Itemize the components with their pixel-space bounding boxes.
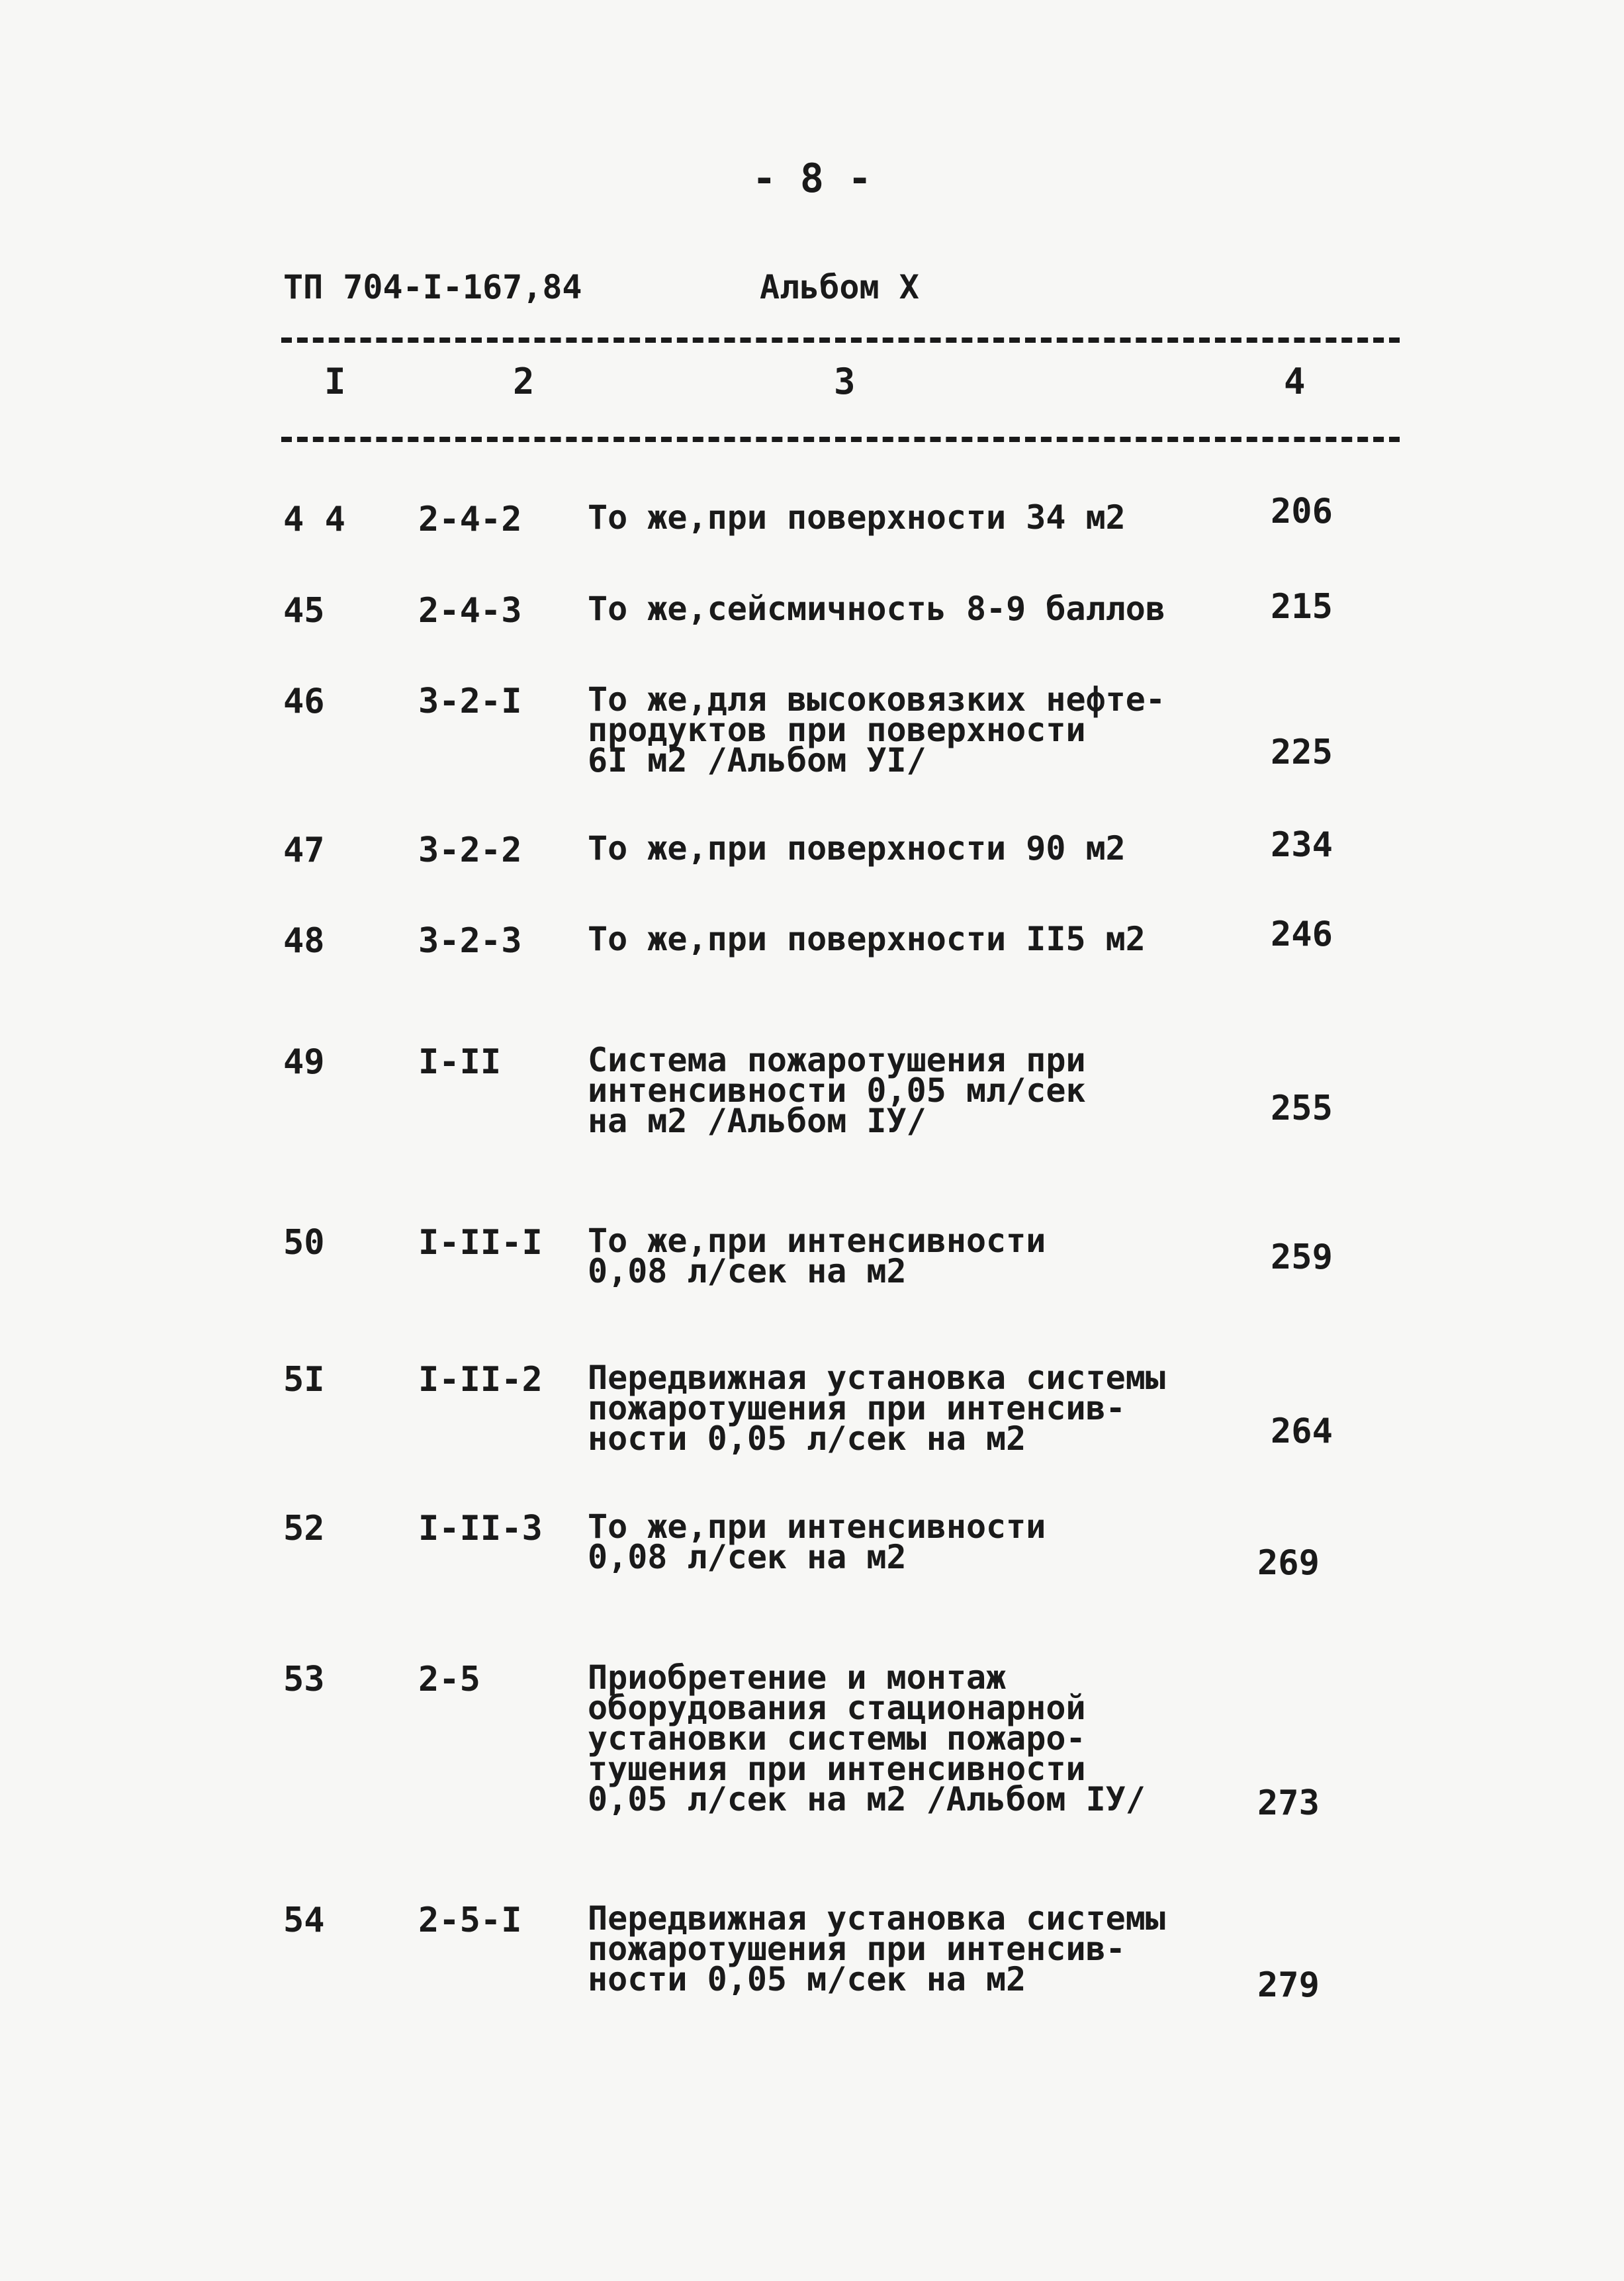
row-number: 49 (283, 1042, 325, 1082)
row-number: 48 (283, 921, 325, 961)
row-code: 2-5-I (418, 1901, 522, 1940)
row-page: 255 (1271, 1089, 1333, 1128)
column-header-3: 3 (834, 361, 856, 402)
row-number: 4 4 (283, 500, 345, 539)
row-page: 206 (1271, 492, 1333, 531)
column-header-1: I (324, 361, 346, 402)
row-code: I-II (418, 1042, 502, 1082)
row-number: 46 (283, 682, 325, 721)
row-number: 47 (283, 830, 325, 870)
row-page: 215 (1271, 587, 1333, 627)
row-code: 3-2-3 (418, 921, 522, 961)
row-description: То же,сейсмичность 8-9 баллов (588, 590, 1165, 628)
row-page: 246 (1271, 915, 1333, 954)
row-description: То же,при интенсивности 0,08 л/сек на м2 (588, 1222, 1046, 1290)
row-code: 3-2-2 (418, 830, 522, 870)
row-description: Приобретение и монтаж оборудования стационарной установки системы пожаро- тушения при интенсивности 0,05 л/сек на м2 /Альбом IУ/ (588, 1658, 1146, 1818)
column-header-4: 4 (1284, 361, 1306, 402)
row-page: 279 (1257, 1965, 1320, 2005)
row-code: I-II-2 (418, 1360, 543, 1400)
row-description: То же,при поверхности II5 м2 (588, 920, 1146, 958)
row-number: 54 (283, 1901, 325, 1940)
row-number: 53 (283, 1660, 325, 1699)
row-description: Передвижная установка системы пожаротушения при интенсив- ности 0,05 м/сек на м2 (588, 1899, 1165, 1998)
row-number: 5I (283, 1360, 325, 1400)
row-code: I-II-I (418, 1223, 543, 1263)
row-page: 259 (1271, 1237, 1333, 1277)
row-code: I-II-3 (418, 1509, 543, 1548)
album-label: Альбом X (760, 268, 919, 306)
row-code: 2-4-3 (418, 591, 522, 631)
row-code: 3-2-I (418, 682, 522, 721)
row-number: 45 (283, 591, 325, 631)
document-code: ТП 704-I-167,84 (283, 268, 582, 306)
row-page: 264 (1271, 1411, 1333, 1451)
row-description: Система пожаротушения при интенсивности 0,05 мл/сек на м2 /Альбом IУ/ (588, 1041, 1086, 1140)
page-number: - 8 - (752, 156, 872, 202)
row-description: То же,при поверхности 90 м2 (588, 829, 1126, 868)
row-description: Передвижная установка системы пожаротушения при интенсив- ности 0,05 л/сек на м2 (588, 1359, 1165, 1458)
row-page: 225 (1271, 733, 1333, 772)
row-description: То же,при интенсивности 0,08 л/сек на м2 (588, 1507, 1046, 1576)
row-description: То же,при поверхности 34 м2 (588, 498, 1126, 537)
row-description: То же,для высоковязких нефте- продуктов при поверхности 6I м2 /Альбом УI/ (588, 680, 1165, 780)
row-code: 2-4-2 (418, 500, 522, 539)
row-page: 269 (1257, 1543, 1320, 1583)
column-header-2: 2 (513, 361, 535, 402)
row-number: 52 (283, 1509, 325, 1548)
row-page: 273 (1257, 1783, 1320, 1823)
header-top-rule (281, 337, 1400, 343)
row-code: 2-5 (418, 1660, 480, 1699)
header-bottom-rule (281, 437, 1400, 442)
row-page: 234 (1271, 825, 1333, 865)
row-number: 50 (283, 1223, 325, 1263)
